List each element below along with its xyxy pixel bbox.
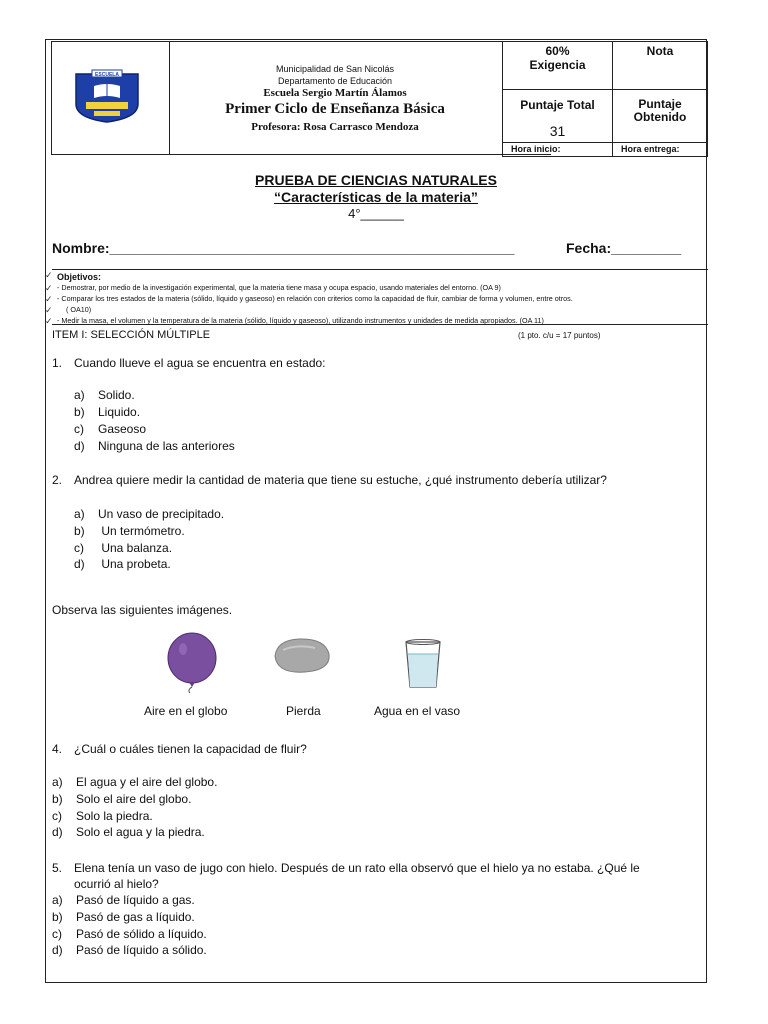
question-text: Andrea quiere medir la cantidad de materia que tiene su estuche, ¿qué instrumento debería utilizar? xyxy=(74,473,607,487)
objectives-title: Objetivos: xyxy=(57,272,102,282)
question-5-continued: ocurrió al hielo? xyxy=(74,877,159,891)
objective-item: - Comparar los tres estados de la materia (sólido, líquido y gaseoso) en relación con criterios como la capacidad de fluir, cambiar de forma y volumen, entre otros. xyxy=(57,294,573,303)
option-1c[interactable] xyxy=(74,422,146,436)
option-letter: b) xyxy=(74,405,85,419)
score-grid xyxy=(502,41,708,157)
logo-text: ESCUELA xyxy=(95,72,119,78)
question-4 xyxy=(52,741,307,757)
check-icon: ✓ xyxy=(45,316,53,326)
option-text: Una balanza. xyxy=(98,541,173,555)
question-text: ¿Cuál o cuáles tienen la capacidad de fluir? xyxy=(74,742,307,756)
option-letter: d) xyxy=(74,439,85,453)
option-letter: d) xyxy=(52,943,63,957)
option-text: Solido. xyxy=(98,388,135,402)
hora-inicio-cell[interactable]: Hora inicio: xyxy=(502,142,613,157)
option-5a[interactable] xyxy=(52,893,195,907)
nota-cell[interactable] xyxy=(612,41,708,90)
option-5b[interactable] xyxy=(52,910,195,924)
question-1 xyxy=(52,355,326,371)
fecha-field[interactable]: Fecha:_________ xyxy=(566,240,682,256)
stone-icon xyxy=(271,634,333,676)
option-5d[interactable] xyxy=(52,943,207,957)
item-points: (1 pto. c/u = 17 puntos) xyxy=(518,331,601,340)
option-4d[interactable] xyxy=(52,825,205,839)
check-icon: ✓ xyxy=(45,270,53,280)
option-letter: c) xyxy=(74,422,84,436)
check-icon: ✓ xyxy=(45,283,53,293)
option-text: Pasó de sólido a líquido. xyxy=(76,927,207,941)
option-text: Ninguna de las anteriores xyxy=(98,439,235,453)
cycle-title: Primer Ciclo de Enseñanza Básica xyxy=(225,101,445,117)
glass-caption: Agua en el vaso xyxy=(374,704,461,718)
objective-item: - Demostrar, por medio de la investigación experimental, que la materia tiene masa y ocupa espacio, usando materiales del entorno. (OA 9) xyxy=(57,283,501,292)
option-5c[interactable] xyxy=(52,927,207,941)
logo-box xyxy=(51,41,170,155)
option-letter: c) xyxy=(74,541,84,555)
school-info-box xyxy=(170,41,551,155)
option-text: Solo el agua y la piedra. xyxy=(76,825,205,839)
option-text: Solo la piedra. xyxy=(76,809,153,823)
option-text: Un termómetro. xyxy=(98,524,185,538)
option-2b[interactable] xyxy=(74,524,185,538)
observe-instruction: Observa las siguientes imágenes. xyxy=(52,603,233,617)
option-1d[interactable] xyxy=(74,439,235,453)
question-number: 1. xyxy=(52,356,63,370)
objective-item: - Medir la masa, el volumen y la temperatura de la materia (sólido, líquido y gaseoso), utilizando instrumentos y unidades de medida apropiados. (OA 11) xyxy=(57,316,544,325)
puntaje-total-cell xyxy=(502,89,613,143)
option-letter: b) xyxy=(52,910,63,924)
test-title: PRUEBA DE CIENCIAS NATURALES xyxy=(255,172,497,188)
school-name: Escuela Sergio Martín Álamos xyxy=(263,87,407,99)
item-heading: ITEM I: SELECCIÓN MÚLTIPLE xyxy=(52,329,211,341)
question-text: Elena tenía un vaso de jugo con hielo. Después de un rato ella observó que el hielo ya no estaba. ¿Qué le xyxy=(74,861,640,875)
option-2a[interactable] xyxy=(74,507,224,521)
objective-item: ( OA10) xyxy=(66,305,92,314)
department-text: Departamento de Educación xyxy=(277,76,393,86)
objectives-box xyxy=(52,269,708,325)
puntaje-obtenido-label1: Puntaje xyxy=(638,97,682,111)
option-letter: b) xyxy=(52,792,63,806)
question-number: 2. xyxy=(52,473,63,487)
nombre-field[interactable]: Nombre:____________________________________________________ xyxy=(52,240,515,256)
exigencia-label: Exigencia xyxy=(529,58,586,72)
nota-label: Nota xyxy=(646,44,674,58)
check-icon: ✓ xyxy=(45,305,53,315)
option-text: Pasó de líquido a sólido. xyxy=(76,943,207,957)
question-number: 4. xyxy=(52,742,63,756)
test-subtitle: “Características de la materia” xyxy=(274,189,478,205)
question-text: Cuando llueve el agua se encuentra en estado: xyxy=(74,356,326,370)
option-text: Liquido. xyxy=(98,405,141,419)
option-text: Solo el aire del globo. xyxy=(76,792,192,806)
teacher-name: Profesora: Rosa Carrasco Mendoza xyxy=(251,121,419,133)
exigencia-percent: 60% xyxy=(545,44,570,58)
grade-line: 4°______ xyxy=(348,206,404,221)
option-2d[interactable] xyxy=(74,557,171,571)
option-text: Un vaso de precipitado. xyxy=(98,507,225,521)
option-text: Una probeta. xyxy=(98,557,171,571)
school-logo-icon xyxy=(72,68,142,124)
option-2c[interactable] xyxy=(74,541,172,555)
test-title-block xyxy=(45,172,707,222)
option-text: Pasó de gas a líquido. xyxy=(76,910,195,924)
puntaje-total-value: 31 xyxy=(549,123,566,139)
option-4a[interactable] xyxy=(52,775,217,789)
hora-entrega-cell[interactable]: Hora entrega: xyxy=(612,142,708,157)
option-4c[interactable] xyxy=(52,809,153,823)
water-glass-icon xyxy=(403,638,443,690)
question-5 xyxy=(52,860,640,876)
option-1b[interactable] xyxy=(74,405,140,419)
option-text: Pasó de líquido a gas. xyxy=(76,893,195,907)
option-1a[interactable] xyxy=(74,388,135,402)
option-letter: b) xyxy=(74,524,85,538)
option-text: Gaseoso xyxy=(98,422,147,436)
option-text: El agua y el aire del globo. xyxy=(76,775,218,789)
stone-caption: Pierda xyxy=(286,704,321,718)
option-4b[interactable] xyxy=(52,792,191,806)
question-number: 5. xyxy=(52,861,63,875)
option-letter: a) xyxy=(52,775,63,789)
municipality-text: Municipalidad de San Nicolás xyxy=(275,64,395,74)
option-letter: d) xyxy=(74,557,85,571)
header xyxy=(51,41,706,157)
option-letter: c) xyxy=(52,927,62,941)
option-letter: c) xyxy=(52,809,62,823)
option-letter: a) xyxy=(52,893,63,907)
puntaje-obtenido-cell[interactable] xyxy=(612,89,708,143)
check-icon: ✓ xyxy=(45,294,53,304)
question-2 xyxy=(52,472,607,488)
exigencia-cell xyxy=(502,41,613,90)
puntaje-total-label: Puntaje Total xyxy=(520,98,595,112)
puntaje-obtenido-label2: Obtenido xyxy=(633,110,687,124)
option-letter: a) xyxy=(74,507,85,521)
option-letter: a) xyxy=(74,388,85,402)
balloon-caption: Aire en el globo xyxy=(144,704,228,718)
option-letter: d) xyxy=(52,825,63,839)
balloon-icon xyxy=(163,632,221,694)
